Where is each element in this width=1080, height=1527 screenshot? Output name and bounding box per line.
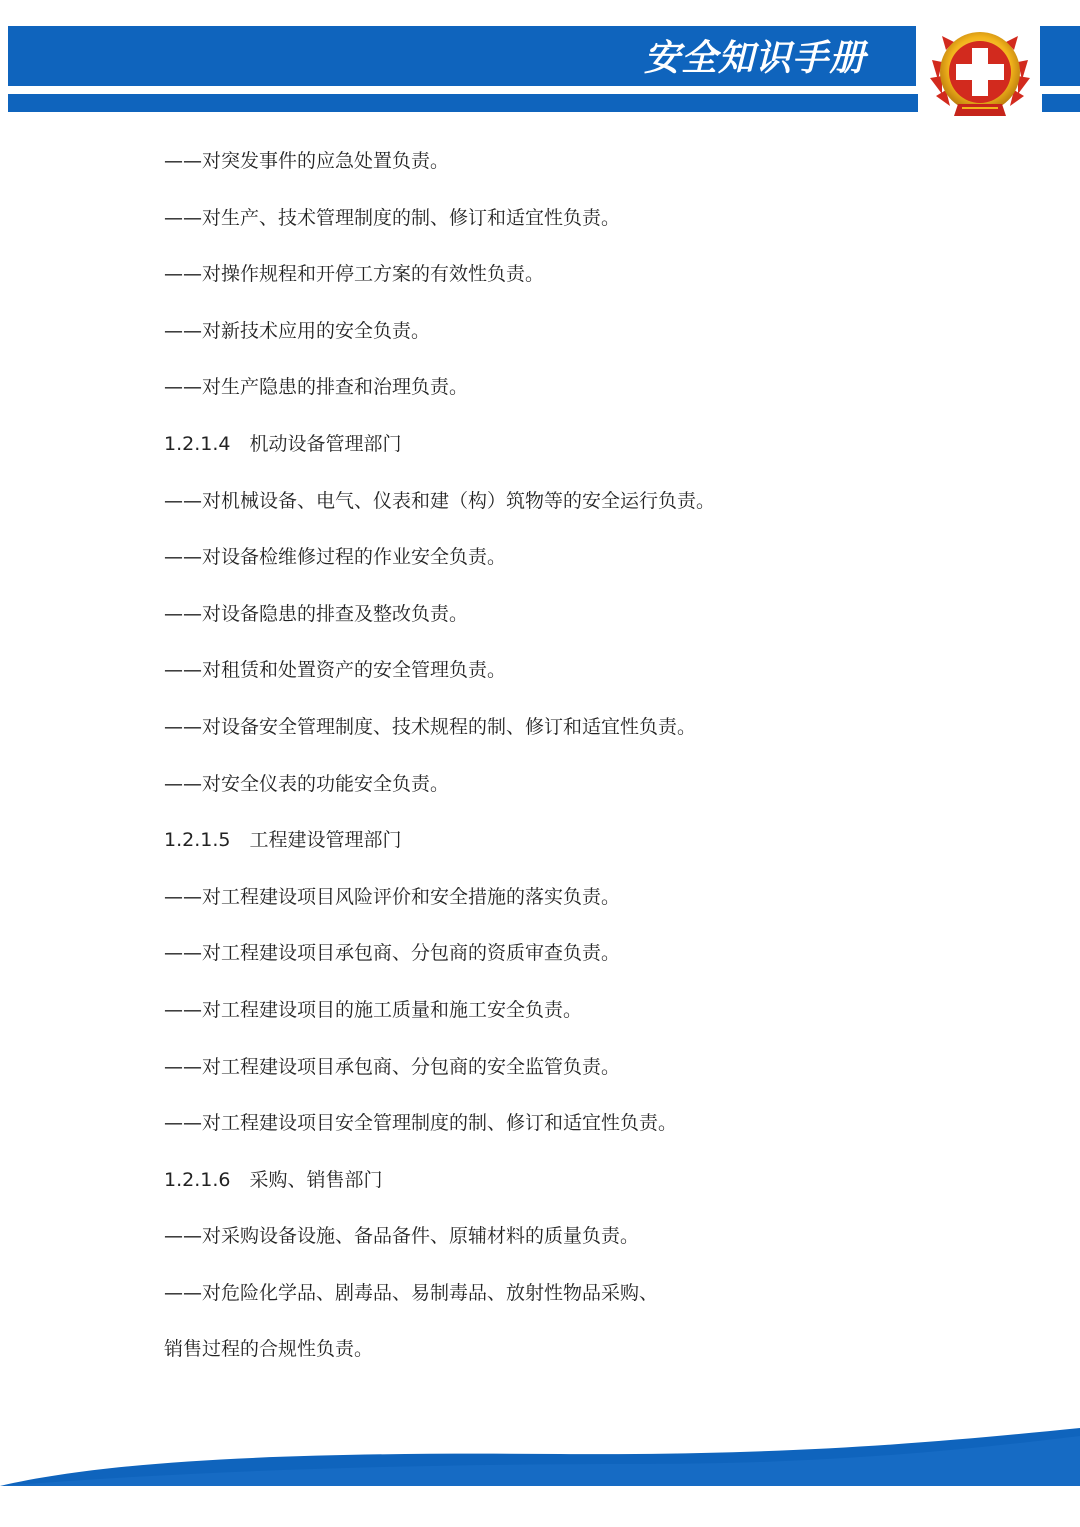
section-heading: 1.2.1.4 机动设备管理部门 bbox=[164, 432, 402, 455]
text-line: ——对工程建设项目安全管理制度的制、修订和适宜性负责。 bbox=[164, 1112, 678, 1135]
text-line: ——对设备安全管理制度、技术规程的制、修订和适宜性负责。 bbox=[164, 715, 697, 738]
section-heading: 1.2.1.5 工程建设管理部门 bbox=[164, 829, 402, 852]
text-line: ——对机械设备、电气、仪表和建（构）筑物等的安全运行负责。 bbox=[164, 489, 716, 512]
page-header-title: 安全知识手册 bbox=[643, 38, 866, 79]
safety-cross-emblem-icon bbox=[928, 20, 1032, 120]
text-line: ——对工程建设项目承包商、分包商的安全监管负责。 bbox=[164, 1055, 621, 1078]
text-line: ——对工程建设项目承包商、分包商的资质审查负责。 bbox=[164, 942, 621, 965]
text-line: ——对突发事件的应急处置负责。 bbox=[164, 150, 450, 172]
text-line: ——对生产隐患的排查和治理负责。 bbox=[164, 376, 469, 399]
section-heading: 1.2.1.6 采购、销售部门 bbox=[164, 1168, 383, 1191]
text-line: ——对安全仪表的功能安全负责。 bbox=[164, 772, 450, 795]
text-line: 销售过程的合规性负责。 bbox=[164, 1338, 374, 1361]
header-stripe-right bbox=[1042, 94, 1080, 112]
text-line: ——对工程建设项目风险评价和安全措施的落实负责。 bbox=[164, 885, 621, 908]
text-line: ——对采购设备设施、备品备件、原辅材料的质量负责。 bbox=[164, 1225, 640, 1248]
text-line: ——对生产、技术管理制度的制、修订和适宜性负责。 bbox=[164, 206, 621, 229]
header-band-right bbox=[1040, 26, 1080, 86]
text-line: ——对新技术应用的安全负责。 bbox=[164, 319, 431, 342]
text-line: ——对设备隐患的排查及整改负责。 bbox=[164, 602, 469, 625]
document-body bbox=[164, 133, 1024, 1378]
text-line: ——对设备检维修过程的作业安全负责。 bbox=[164, 546, 507, 569]
text-line: ——对操作规程和开停工方案的有效性负责。 bbox=[164, 263, 545, 286]
footer-wave bbox=[0, 1418, 1080, 1493]
text-line: ——对工程建设项目的施工质量和施工安全负责。 bbox=[164, 998, 583, 1021]
text-line: ——对危险化学品、剧毒品、易制毒品、放射性物品采购、 bbox=[164, 1281, 659, 1304]
header-stripe bbox=[8, 94, 918, 112]
text-line: ——对租赁和处置资产的安全管理负责。 bbox=[164, 659, 507, 682]
